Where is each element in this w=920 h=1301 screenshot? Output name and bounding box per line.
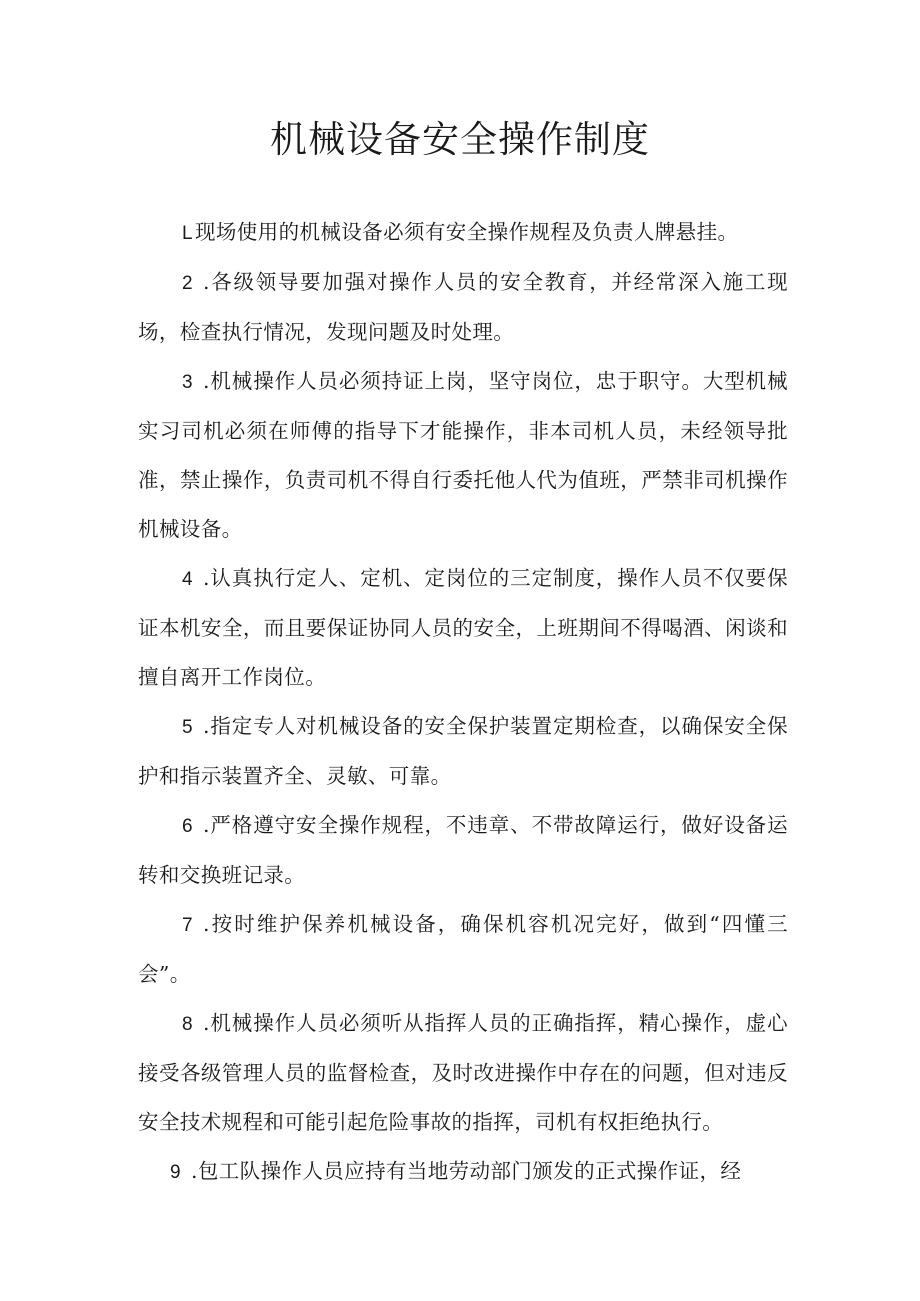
rule-number: 5 bbox=[182, 717, 193, 738]
rule-number: 2 bbox=[182, 273, 193, 294]
rule-item-6 bbox=[138, 801, 788, 900]
rule-item-1 bbox=[138, 208, 788, 258]
rule-number: 9 bbox=[170, 1162, 181, 1183]
document-title: 机械设备安全操作制度 bbox=[270, 118, 650, 161]
rule-number: 4 bbox=[182, 569, 193, 590]
rule-item-9 bbox=[138, 1147, 788, 1197]
rule-text: .包工队操作人员应持有当地劳动部门颁发的正式操作证，经 bbox=[190, 1159, 742, 1183]
rule-item-7 bbox=[138, 900, 788, 999]
rule-number: 6 bbox=[182, 816, 193, 837]
rule-text: .机械操作人员必须持证上岗，坚守岗位，忠于职守。大型机械实习司机必须在师傅的指导下才能操作，非本司机人员，未经领导批准，禁止操作，负责司机不得自行委托他人代为值班，严禁非司机操作机械设备。 bbox=[138, 369, 788, 541]
rule-item-5 bbox=[138, 702, 788, 801]
rule-number: 3 bbox=[182, 372, 193, 393]
rule-item-8 bbox=[138, 999, 788, 1147]
rule-text: .严格遵守安全操作规程，不违章、不带故障运行，做好设备运转和交换班记录。 bbox=[138, 813, 788, 887]
rule-text: 现场使用的机械设备必须有安全操作规程及负责人牌悬挂。 bbox=[194, 220, 739, 244]
rule-text: .各级领导要加强对操作人员的安全教育，并经常深入施工现场，检查执行情况，发现问题及时处理。 bbox=[138, 270, 788, 344]
rule-text: .按时维护保养机械设备，确保机容机况完好，做到“四懂三会”。 bbox=[138, 912, 788, 986]
rule-item-3 bbox=[138, 357, 788, 554]
rule-number: 7 bbox=[182, 915, 193, 936]
rule-text: .认真执行定人、定机、定岗位的三定制度，操作人员不仅要保证本机安全，而且要保证协同人员的安全，上班期间不得喝酒、闲谈和擅自离开工作岗位。 bbox=[138, 566, 788, 689]
document-body bbox=[138, 208, 788, 1197]
rule-text: .指定专人对机械设备的安全保护装置定期检查，以确保安全保护和指示装置齐全、灵敏、可靠。 bbox=[138, 714, 788, 788]
rule-text: .机械操作人员必须听从指挥人员的正确指挥，精心操作，虚心接受各级管理人员的监督检查，及时改进操作中存在的问题，但对违反安全技术规程和可能引起危险事故的指挥，司机有权拒绝执行。 bbox=[138, 1011, 788, 1134]
rule-number: 8 bbox=[182, 1014, 193, 1035]
rule-item-2 bbox=[138, 258, 788, 357]
rule-item-4 bbox=[138, 554, 788, 702]
rule-number: L bbox=[182, 223, 193, 244]
